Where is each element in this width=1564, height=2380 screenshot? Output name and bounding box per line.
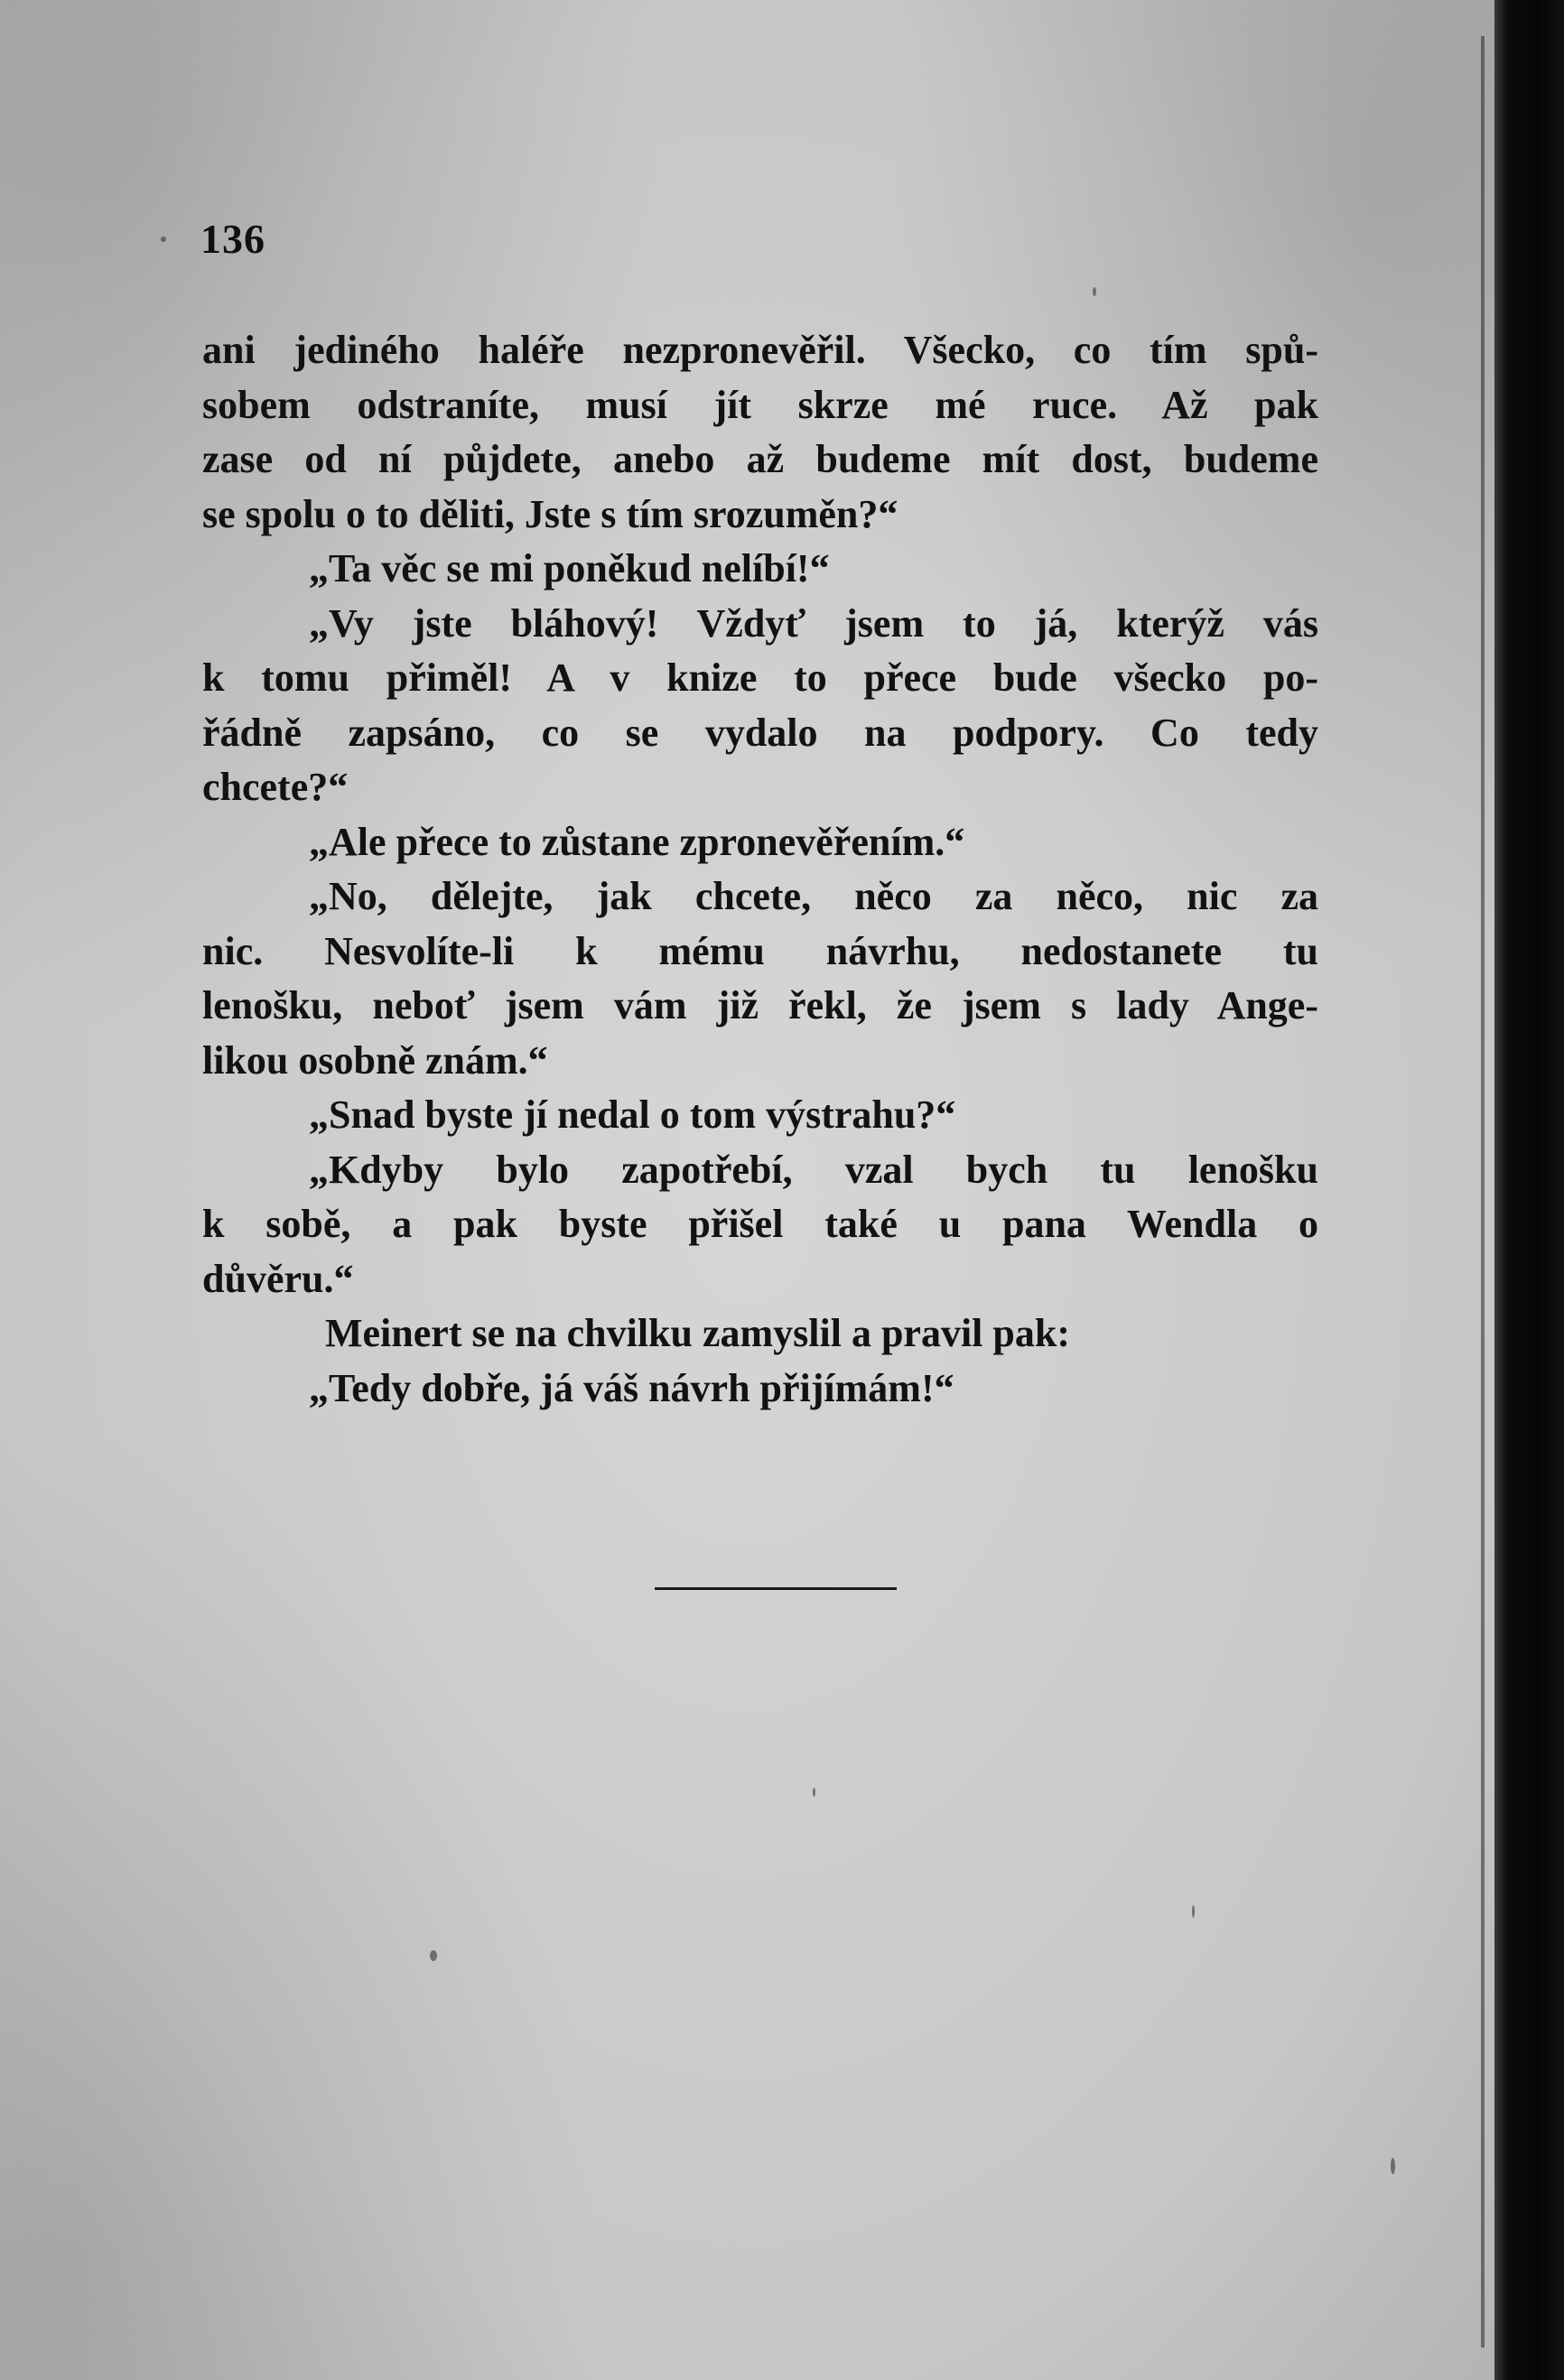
body-text [202,323,1318,1416]
text-line: sobem odstraníte, musí jít skrze mé ruce. Až pak [202,382,1318,427]
text-line: „Tedy dobře, já váš návrh přijímám!“ [309,1365,954,1410]
paper-speck [1192,1905,1195,1918]
book-binding-edge [1494,0,1564,2380]
text-line: „Ta věc se mi poněkud nelíbí!“ [309,546,830,590]
text-line: zase od ní půjdete, anebo až budeme mít dost, budeme [202,437,1318,481]
paper-speck [1391,2158,1395,2174]
text-line: „Kdyby bylo zapotřebí, vzal bych tu lenošku [309,1147,1318,1192]
text-line: Meinert se na chvilku zamyslil a pravil pak: [325,1311,1070,1355]
text-line: chcete?“ [202,765,349,809]
paper-speck [430,1950,437,1961]
text-line: se spolu o to děliti, Jste s tím srozuměn?“ [202,491,898,536]
text-line: nic. Nesvolíte-li k mému návrhu, nedostanete tu [202,928,1318,973]
text-line: „Vy jste bláhový! Vždyť jsem to já, kterýž vás [309,600,1318,646]
text-line: řádně zapsáno, co se vydalo na podpory. Co tedy [202,710,1318,755]
page-edge-shadow [1481,36,1485,2347]
text-line: „No, dělejte, jak chcete, něco za něco, nic za [309,874,1318,918]
text-line: ani jediného haléře nezpronevěřil. Všecko, co tím spů- [202,328,1318,372]
paper-speck [1093,287,1096,296]
text-line: „Ale přece to zůstane zpronevěřením.“ [309,819,965,864]
text-line: k tomu přiměl! A v knize to přece bude všecko po- [202,655,1318,700]
text-line: důvěru.“ [202,1256,354,1301]
chapter-end-rule [655,1587,897,1590]
text-line: lenošku, neboť jsem vám již řekl, že jsem s lady Ange- [202,983,1318,1027]
paper-speck [813,1788,815,1797]
paper-speck [161,237,166,242]
text-line: „Snad byste jí nedal o tom výstrahu?“ [309,1092,956,1137]
text-line: likou osobně znám.“ [202,1037,548,1083]
text-line: k sobě, a pak byste přišel také u pana Wendla o [202,1202,1318,1246]
page-number: 136 [200,216,265,262]
